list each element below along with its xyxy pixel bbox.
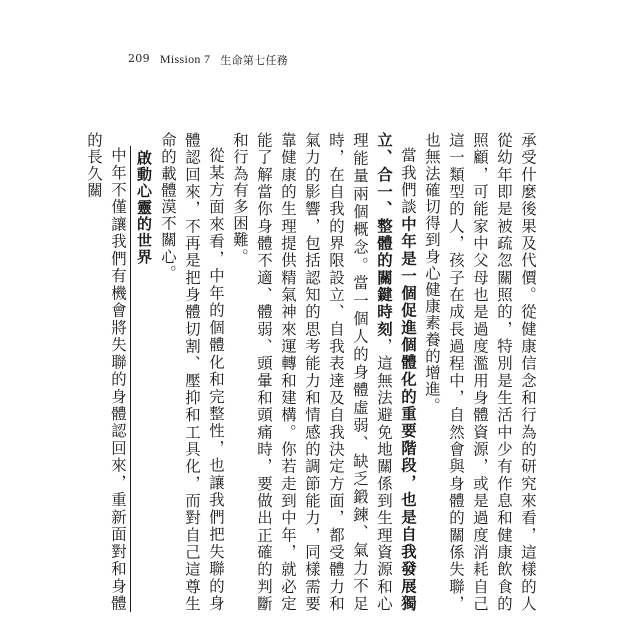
page-number: 209 <box>128 52 150 65</box>
running-header <box>128 52 288 68</box>
paragraph-3: 從某方面來看，中年的個體化和完整性，也讓我們把失聯的身體認回來，不再是把身體切割、壓抑和工具化，而對自己這尊生命的載體漠不關心。 <box>159 132 225 612</box>
paragraph-2-lead: 當我們談 <box>399 147 417 217</box>
paragraph-2-emphasis: 中年是一個促進個體化的重要階段，也是自我發展獨立、合一、整體的關鍵時刻 <box>375 132 417 612</box>
paragraph-2 <box>228 132 420 612</box>
paragraph-2-rest: ，這無法避免地關係到生理資源和心理能量兩個概念。當一個人的身體虛弱、缺乏鍛鍊、氣力不足時，在自我的界限設立、自我表達及自我決定方面，都受體力和氣力的影響，包括認知的思考能力和情感的調節能力，同樣需要靠健康的生理提供精氣神來運轉和建構。你若走到中年，就必定能了解當你身體不適、體弱、頭暈和頭痛時，要做出正確的判斷和行為有多困難。 <box>231 132 393 612</box>
vertical-body-text <box>82 132 540 612</box>
paragraph-1: 承受什麼後果及代價。從健康信念和行為的研究來看，這樣的人從幼年即是被疏忽關照的，特別是生活中少有作息和健康飲食的照顧，可能家中父母也是過度濫用身體資源，或是過度消耗自己這一類型的人，孩子在成長過程中，自然會與身體的關係失聯，也無法確切得到身心健康素養的增進。 <box>423 132 537 612</box>
paragraph-4: 中年不僅讓我們有機會將失聯的身體認回來，重新面對和身體的長久關 <box>85 132 127 612</box>
chapter-label: Mission 7 <box>159 52 211 66</box>
chapter-title: 生命第七任務 <box>220 54 289 67</box>
section-heading: 啟動心靈的世界 <box>130 146 156 612</box>
